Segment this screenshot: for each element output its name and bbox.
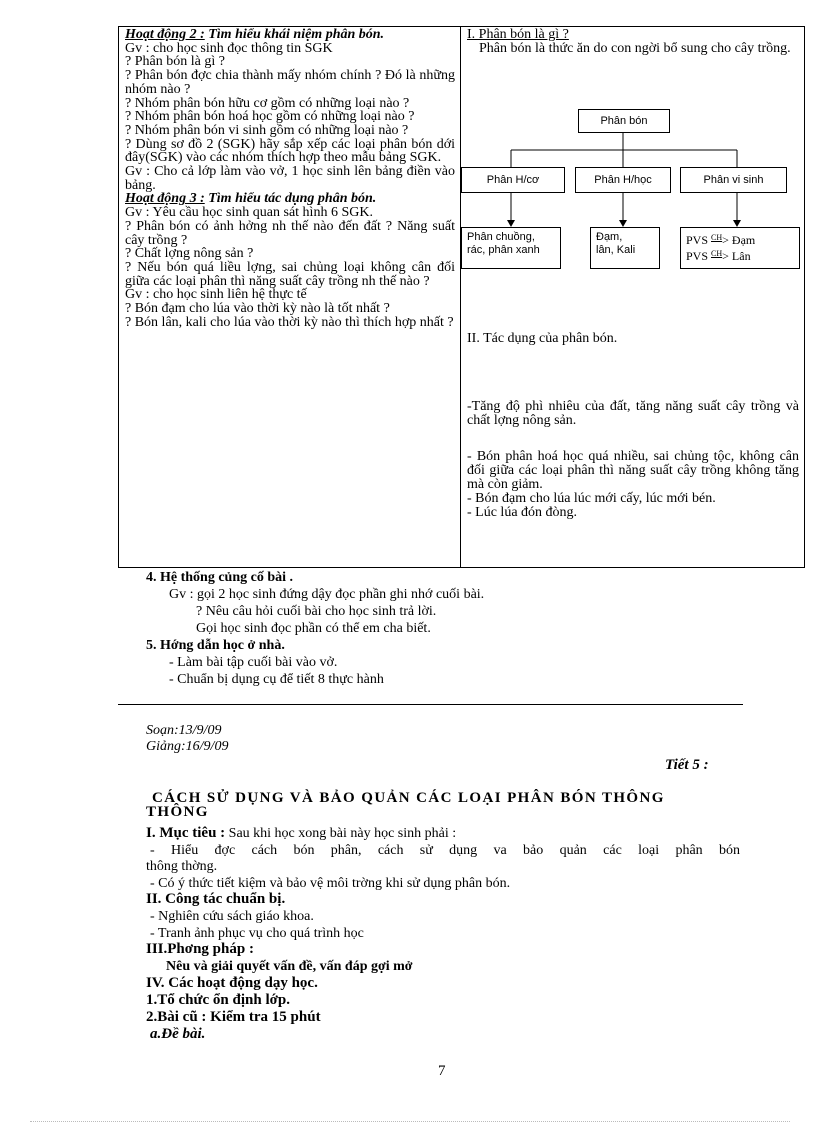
old-lesson-check: 2.Bài cũ : Kiểm tra 15 phút (146, 1009, 321, 1025)
section-5-heading: 5. Hớng dẫn học ở nhà. (146, 638, 285, 653)
objective-a-line-1: - Hiểu đợc cách bón phân, cách sử dụng va bảo quản các loại phân bón (150, 843, 740, 858)
lesson-table (118, 26, 805, 568)
activity-line: ? Dùng sơ đồ 2 (SGK) hãy sắp xếp các loại phân bón dới đây(SGK) vào các nhóm thích hợp theo mẫu bảng SGK. (125, 136, 455, 166)
fertilizer-definition: Phân bón là thức ăn do con ngời bổ sung cho cây trồng. (479, 41, 791, 56)
arrowhead-1 (507, 220, 515, 227)
activity-line: ? Nếu bón quá liều lợng, sai chủng loại không cân đối giữa các loại phân thì năng suất cây trồng nh thế nào ? (125, 259, 455, 289)
preparation-item-1: - Nghiên cứu sách giáo khoa. (150, 909, 314, 924)
page-bottom-border (30, 1121, 790, 1122)
leaf-microbial-line2: PVS $^{CH}$> Lân (686, 249, 751, 263)
effects-content (467, 400, 799, 520)
diagram-group-organic: Phân H/cơ (461, 167, 565, 193)
section-heading-2: II. Tác dụng của phân bón. (467, 331, 618, 346)
activity-line: ? Nhóm phân bón vi sinh gồm có những loại nào ? (125, 122, 409, 138)
teaching-date: Giảng:16/9/09 (146, 739, 229, 754)
class-organization: 1.Tổ chức ổn định lớp. (146, 992, 291, 1008)
effect-paragraph-2: - Bón phân hoá học quá nhiều, sai chủng tộc, không cân đối giữa các loại phân thì năng suất cây trồng không tăng mà còn giảm. (467, 449, 799, 492)
activity-line: ? Phân bón là gì ? (125, 54, 225, 70)
leaf-chemical-line1: Đạm, (596, 231, 623, 243)
objectives-line (146, 826, 456, 841)
section-5-line-1: - Làm bài tập cuối bài vào vở. (169, 655, 338, 670)
objective-b: - Có ý thức tiết kiệm và bảo vệ môi trờng khi sử dụng phân bón. (150, 876, 511, 891)
leaf-chemical-line2: lân, Kali (596, 244, 636, 256)
leaf-organic-line1: Phân chuồng, (467, 231, 535, 243)
diagram-leaf-organic (461, 227, 561, 269)
method-heading: III.Phơng pháp : (146, 941, 254, 957)
lesson-title-line-2: THÔNG (146, 804, 209, 820)
prepared-date: Soạn:13/9/09 (146, 723, 222, 738)
diagram-root-box: Phân bón (578, 109, 670, 133)
lesson-number: Tiết 5 : (665, 757, 709, 773)
section-4-line-2: ? Nêu câu hỏi cuối bài cho học sinh trả lời. (196, 604, 437, 619)
preparation-item-2: - Tranh ảnh phục vụ cho quá trình học (150, 926, 364, 941)
activity-line: ? Phân bón có ảnh hởng nh thế nào đến đất ? Năng suất cây trồng ? (125, 218, 455, 248)
activity-line: ? Bón lân, kali cho lúa vào thời kỳ nào thì thích hợp nhất ? (125, 314, 454, 330)
diagram-leaf-chemical (590, 227, 660, 269)
method-text: Nêu và giải quyết vấn đề, vấn đáp gợi mở (166, 959, 413, 974)
leaf-microbial-line1: PVS $^{CH}$> Đạm (686, 233, 756, 247)
diagram-group-microbial: Phân vi sinh (680, 167, 787, 193)
effect-paragraph-4: - Lúc lúa đón đòng. (467, 505, 578, 520)
section-heading-1: I. Phân bón là gì ? (467, 27, 569, 42)
section-4-line-3: Gọi học sinh đọc phần có thể em cha biết. (196, 621, 431, 636)
exam-question-heading: a.Đề bài. (150, 1026, 206, 1042)
effect-paragraph-1: -Tăng độ phì nhiêu của đất, tăng năng suất cây trồng và chất lợng nông sản. (467, 399, 799, 428)
activity-line: Gv : cho học sinh liên hệ thực tế (125, 287, 307, 303)
activity-line: ? Nhóm phân bón hoá học gồm có những loại nào ? (125, 109, 415, 125)
diagram-leaf-microbial (680, 227, 800, 269)
activity-line: ? Chất lợng nông sản ? (125, 246, 254, 262)
objectives-label: I. Mục tiêu : (146, 825, 226, 841)
effect-paragraph-3: - Bón đạm cho lúa lúc mới cấy, lúc mới bén. (467, 491, 716, 506)
objective-a-line-2: thông thờng. (146, 859, 218, 874)
effects-heading-wrap (467, 332, 799, 346)
diagram-group-chemical: Phân H/học (575, 167, 671, 193)
activity-line: ? Nhóm phân bón hữu cơ gồm có những loại nào ? (125, 95, 410, 111)
activities-heading: IV. Các hoạt động dạy học. (146, 975, 318, 991)
activity-line: ? Bón đạm cho lúa vào thời kỳ nào là tốt nhất ? (125, 301, 390, 317)
activity-line: Gv : Cho cả lớp làm vào vở, 1 học sinh lên bảng điền vào bảng. (125, 164, 455, 193)
objectives-text: Sau khi học xong bài này học sinh phải : (225, 826, 457, 841)
activity-line: Gv : cho học sinh đọc thông tin SGK (125, 40, 333, 56)
preparation-heading: II. Công tác chuẩn bị. (146, 891, 286, 907)
arrowhead-2 (619, 220, 627, 227)
section-separator (118, 704, 743, 705)
section-4-line-1: Gv : gọi 2 học sinh đứng dậy đọc phần ghi nhớ cuối bài. (169, 587, 485, 602)
activity-heading: Hoạt động 2 : Tìm hiểu khái niệm phân bón. (125, 27, 385, 42)
activity-line: Gv : Yêu cầu học sinh quan sát hình 6 SGK. (125, 205, 373, 221)
arrowhead-3 (733, 220, 741, 227)
section-4-heading: 4. Hệ thống củng cố bài . (146, 570, 294, 585)
activity-heading: Hoạt động 3 : Tìm hiểu tác dụng phân bón. (125, 191, 377, 207)
leaf-organic-line2: rác, phân xanh (467, 244, 540, 256)
page-number: 7 (438, 1063, 446, 1079)
lesson-title-line-1: CÁCH SỬ DỤNG VÀ BẢO QUẢN CÁC LOẠI PHÂN BÓN THÔNG (152, 790, 665, 806)
activity-line: ? Phân bón đợc chia thành mấy nhóm chính ? Đó là những nhóm nào ? (125, 68, 455, 97)
section-5-line-2: - Chuẩn bị dụng cụ để tiết 8 thực hành (169, 672, 384, 687)
